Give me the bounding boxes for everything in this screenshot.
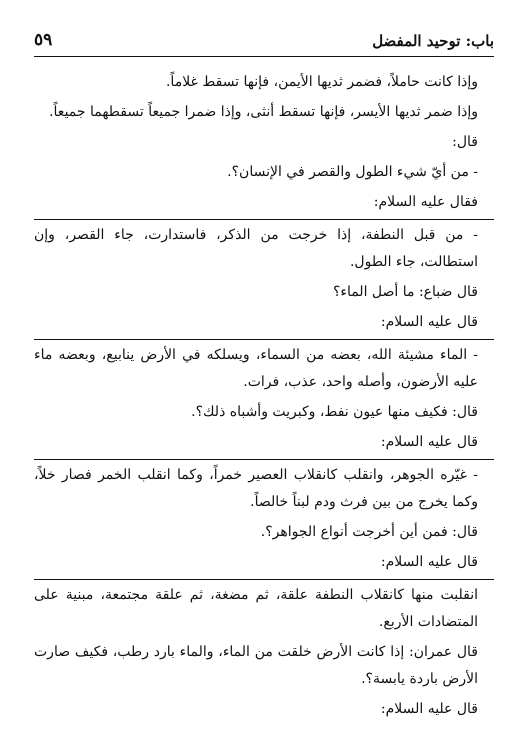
paragraph: - الماء مشيئة الله، بعضه من السماء، ويسلكه في الأرض ينابيع، وبعضه ماء عليه الأرضون، وأصله واحد، عذب، فرات.: [34, 347, 478, 390]
paragraph: قال عليه السلام:: [380, 701, 478, 717]
running-head: باب: توحيد المفضل: [372, 32, 494, 50]
paragraph: - من قبل النطفة، إذا خرجت من الذكر، فاستدارت، جاء القصر، وإن استطالت، جاء الطول.: [34, 227, 478, 270]
divider: [34, 219, 494, 220]
paragraph: - غيّره الجوهر، وانقلب كانقلاب العصير خمراً، وكما انقلب الخمر فصار خلاً، وكما يخرج من بين فرث ودم لبناً خالصاً.: [34, 467, 478, 510]
paragraph: قال:: [452, 134, 478, 150]
paragraph: قال: فكيف منها عيون نفط، وكبريت وأشباه ذلك؟.: [191, 404, 478, 420]
divider: [34, 579, 494, 580]
paragraph: قال ضباع: ما أصل الماء؟: [332, 284, 478, 300]
paragraph: انقلبت منها كانقلاب النطفة علقة، ثم مضغة، ثم علقة مجتمعة، مبنية على المتضادات الأربع.: [34, 587, 478, 630]
paragraph: وإذا ضمر ثديها الأيسر، فإنها تسقط أنثى، وإذا ضمرا جميعاً تسقطهما جميعاً.: [49, 104, 478, 120]
divider: [34, 339, 494, 340]
paragraph: وإذا كانت حاملاً، فضمر ثديها الأيمن، فإنها تسقط غلاماً.: [165, 74, 478, 90]
paragraph: قال عمران: إذا كانت الأرض خلقت من الماء، والماء بارد رطب، فكيف صارت الأرض باردة يابسة؟.: [34, 644, 478, 687]
paragraph: قال: فمن أين أخرجت أنواع الجواهر؟.: [260, 524, 478, 540]
page-number: ٥٩: [34, 30, 53, 50]
paragraph: - من أيّ شيء الطول والقصر في الإنسان؟.: [227, 164, 478, 180]
body-text: [34, 69, 494, 723]
paragraph: قال عليه السلام:: [380, 434, 478, 450]
page-header: [34, 30, 494, 57]
paragraph: قال عليه السلام:: [380, 314, 478, 330]
book-page: [34, 30, 494, 720]
divider: [34, 459, 494, 460]
paragraph: قال عليه السلام:: [380, 554, 478, 570]
paragraph: فقال عليه السلام:: [373, 194, 478, 210]
